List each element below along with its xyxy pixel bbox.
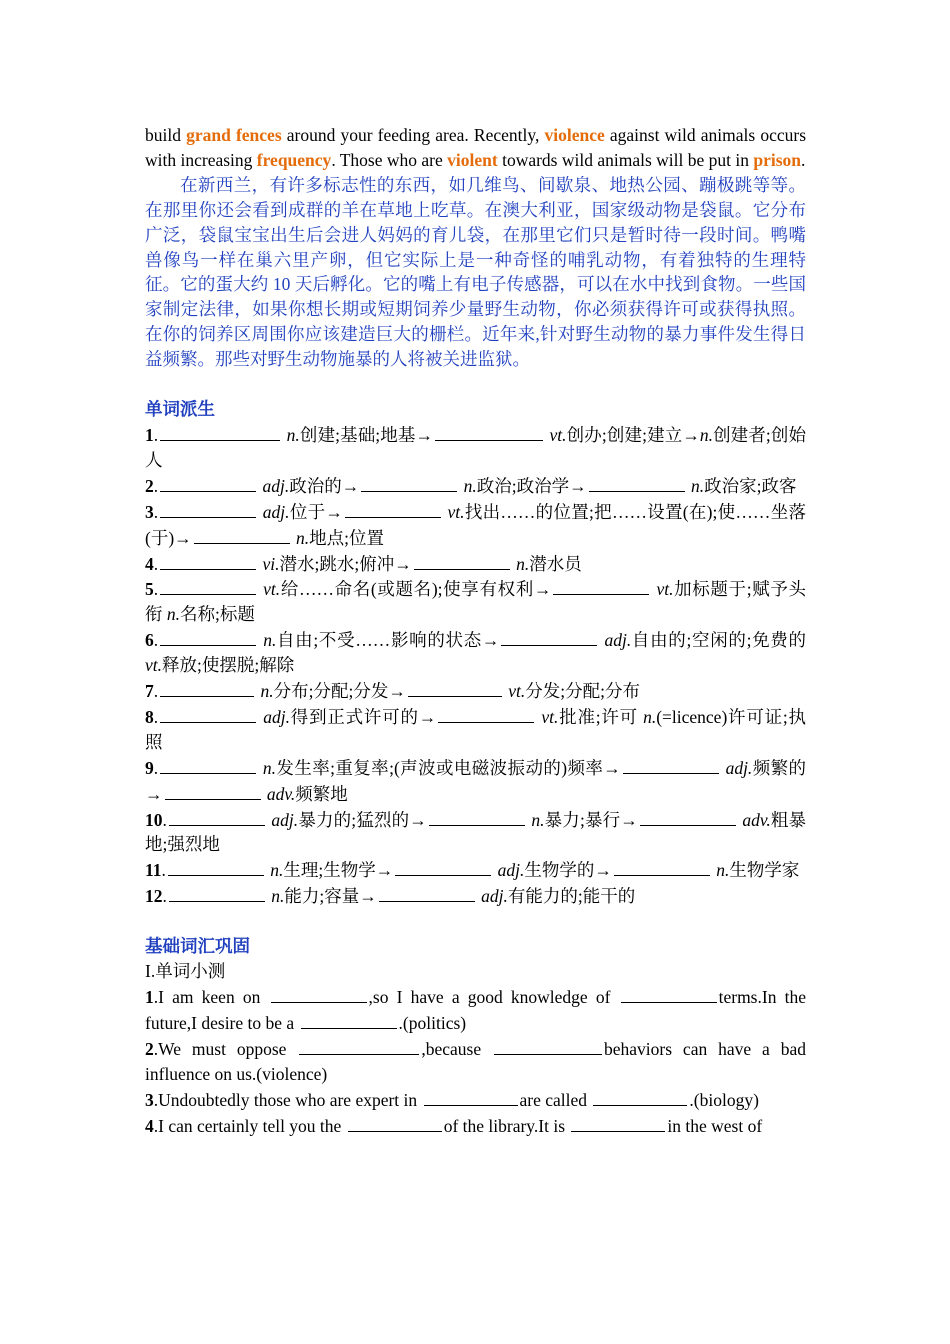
section-heading-derivation: 单词派生 [145,399,215,420]
answer-blank[interactable] [160,499,256,518]
derivation-item: 10. adj.暴力的;猛烈的→ n.暴力;暴行→ adv.粗暴地;强烈地 [145,807,806,858]
derivation-item: 11. n.生理;生物学→ adj.生物学的→ n.生物学家 [145,857,806,883]
quiz-text: of the library.It is [443,1115,570,1136]
definition: 生物学家 [729,860,800,881]
answer-blank[interactable] [589,473,685,492]
passage-text: around your feeding area. Recently, [281,125,545,145]
part-of-speech: vt. [447,501,465,522]
answer-blank[interactable] [494,1036,602,1055]
definition: 自由的;空闲的;免费的 [631,630,806,651]
definition: 位于→ [289,501,343,522]
quiz-text: Undoubtedly those who are expert in [158,1089,422,1110]
highlight-word: violence [544,125,605,145]
answer-blank[interactable] [429,807,525,826]
quiz-text: are called [519,1089,592,1110]
answer-blank[interactable] [593,1087,687,1106]
highlight-word: violent [447,149,498,170]
definition: 政治家;政客 [704,475,797,496]
answer-blank[interactable] [299,1036,419,1055]
definition: 政治;政治学→ [476,475,587,496]
derivation-item: 3. adj.位于→ vt.找出……的位置;把……设置(在);使……坐落(于)→ n.地点;位置 [145,499,806,551]
quiz-item: 1.I am keen on ,so I have a good knowledge of terms.In the future,I desire to be a .(politics) [145,984,806,1036]
quiz-item: 4.I can certainly tell you the of the library.It is in the west of [145,1113,806,1139]
answer-blank[interactable] [165,781,261,800]
definition: 生物学的→ [524,860,612,881]
item-number: 1 [145,987,154,1007]
passage-text: . [801,149,806,170]
highlight-word: prison [753,149,802,170]
item-number: 11 [145,860,162,881]
item-number: 3 [145,501,154,522]
answer-blank[interactable] [553,576,649,595]
passage-text: towards wild animals will be put in [497,149,754,170]
answer-blank[interactable] [194,525,290,544]
derivation-item: 1. n.创建;基础;地基→ vt.创办;创建;建立→n.创建者;创始人 [145,422,806,473]
answer-blank[interactable] [169,883,265,902]
definition: 创建;基础;地基→ [299,424,434,445]
definition: 有能力的;能干的 [507,886,636,907]
answer-blank[interactable] [160,576,256,595]
part-of-speech: vt. [541,706,559,727]
derivation-item: 4. vi.潜水;跳水;俯冲→ n.潜水员 [145,551,806,577]
answer-blank[interactable] [168,857,264,876]
quiz-text: I can certainly tell you the [158,1115,346,1136]
part-of-speech: n. [691,475,705,496]
part-of-speech: n. [643,706,657,727]
part-of-speech: adj. [271,809,299,830]
answer-blank[interactable] [395,857,491,876]
definition: 潜水员 [529,553,582,574]
derivation-item: 2. adj.政治的→ n.政治;政治学→ n.政治家;政客 [145,473,806,499]
item-number: 10 [145,809,163,830]
definition: 批准;许可 [558,706,644,727]
definition: 生理;生物学→ [283,860,394,881]
derivation-item: 5. vt.给……命名(或题名);使享有权利→ vt.加标题于;赋予头衔 n.名称;标题 [145,576,806,627]
part-of-speech: vt. [549,424,567,445]
definition: 频繁地 [295,783,348,804]
definition: 自由;不受……影响的状态→ [276,630,500,651]
highlight-word: frequency [256,149,332,170]
definition: 给……命名(或题名);使享有权利→ [280,579,552,600]
part-of-speech: n. [270,860,284,881]
part-of-speech: n. [699,424,713,445]
quiz-item: 2.We must oppose ,because behaviors can have a bad influence on us.(violence) [145,1036,806,1087]
definition: (=licence)许可证;执照 [145,706,807,752]
answer-blank[interactable] [361,473,457,492]
part-of-speech: n. [296,527,310,548]
quiz-text: ,because [421,1038,492,1059]
definition: 暴力;暴行→ [544,809,638,830]
definition: 创建者;创始人 [145,424,807,470]
part-of-speech: adv. [742,809,771,830]
english-passage-end [145,123,806,173]
item-number: 8 [145,706,154,727]
answer-blank[interactable] [271,984,367,1003]
definition: 得到正式许可的→ [290,706,437,727]
part-of-speech: n. [531,809,545,830]
item-number: 2 [145,475,154,496]
derivation-item: 9. n.发生率;重复率;(声波或电磁波振动的)频率→ adj.频繁的→ adv.频繁地 [145,755,806,807]
item-number: 9 [145,757,154,778]
definition: 名称;标题 [180,604,255,625]
answer-blank[interactable] [301,1010,397,1029]
section-heading-vocab: 基础词汇巩固 [145,936,250,957]
answer-blank[interactable] [160,678,254,697]
answer-blank[interactable] [160,473,256,492]
passage-text: . Those who are [331,149,448,170]
part-of-speech: n. [286,424,300,445]
part-of-speech: adv. [266,783,296,804]
definition: 政治的→ [289,475,360,496]
answer-blank[interactable] [621,984,717,1003]
derivation-item: 12. n.能力;容量→ adj.有能力的;能干的 [145,883,806,909]
answer-blank[interactable] [160,755,256,774]
definition: 加标题于;赋予头衔 [145,579,806,625]
item-number: 1 [145,424,154,445]
answer-blank[interactable] [623,755,719,774]
part-of-speech: n. [263,630,277,651]
answer-blank[interactable] [379,883,475,902]
definition: 创办;创建;建立→ [566,424,700,445]
item-number: 4 [145,1115,154,1136]
part-of-speech: vt. [263,579,281,600]
part-of-speech: vt. [508,681,526,702]
answer-blank[interactable] [348,1113,442,1132]
answer-blank[interactable] [614,857,710,876]
definition: 发生率;重复率;(声波或电磁波振动的)频率→ [276,757,621,778]
quiz-text: We must oppose [158,1038,298,1059]
part-of-speech: adj. [481,886,508,907]
definition: 潜水;跳水;俯冲→ [279,553,412,574]
part-of-speech: n. [516,553,530,574]
item-number: 12 [145,886,163,907]
quiz-text: I am keen on [158,987,269,1007]
answer-blank[interactable] [501,627,597,646]
item-number: 2 [145,1038,154,1059]
passage-text: against wild animals occurs with increasing [145,125,807,170]
answer-blank[interactable] [571,1113,665,1132]
quiz-text: in the west of [667,1115,763,1136]
part-of-speech: n. [716,860,730,881]
part-of-speech: vt. [656,579,674,600]
passage-text: build [145,125,187,145]
subsection-heading: I.单词小测 [145,961,226,982]
quiz-text: .(politics) [398,1012,467,1033]
definition: 粗暴地;强烈地 [145,809,807,855]
part-of-speech: vt. [145,655,163,676]
item-number: 7 [145,681,154,702]
part-of-speech: adj. [262,475,290,496]
definition: 频繁的→ [145,757,807,804]
answer-blank[interactable] [424,1087,518,1106]
answer-blank[interactable] [345,499,441,518]
definition: 找出……的位置;把……设置(在);使……坐落(于)→ [145,501,806,548]
part-of-speech: adj. [263,706,291,727]
answer-blank[interactable] [160,704,256,723]
answer-blank[interactable] [169,807,265,826]
item-number: 3 [145,1089,154,1110]
definition: 分布;分配;分发→ [273,681,406,702]
quiz-text: ,so I have a good knowledge of [368,987,619,1007]
quiz-text: behaviors can have a bad influence on us.(violence) [145,1038,806,1084]
quiz-text: .(biology) [689,1089,759,1110]
quiz-item: 3.Undoubtedly those who are expert in are called .(biology) [145,1087,806,1113]
part-of-speech: adj. [497,860,525,881]
answer-blank[interactable] [414,551,510,570]
document-page [145,123,806,1138]
definition: 能力;容量→ [284,886,377,907]
definition: 分发;分配;分布 [525,681,640,702]
part-of-speech: adj. [262,501,290,522]
part-of-speech: n. [271,886,285,907]
quiz-text: terms.In the future,I desire to be a [145,987,806,1033]
part-of-speech: adj. [725,757,753,778]
item-number: 5 [145,579,154,600]
part-of-speech: n. [262,757,277,778]
answer-blank[interactable] [435,422,543,441]
definition: 地点;位置 [309,527,385,548]
part-of-speech: n. [166,604,180,625]
part-of-speech: vi. [262,553,280,574]
item-number: 6 [145,630,154,651]
answer-blank[interactable] [160,551,256,570]
highlight-word: grand fences [186,125,282,145]
derivation-item: 7. n.分布;分配;分发→ vt.分发;分配;分布 [145,678,806,704]
item-number: 4 [145,553,154,574]
derivation-item: 8. adj.得到正式许可的→ vt.批准;许可 n.(=licence)许可证;执照 [145,704,806,755]
definition: 释放;使摆脱;解除 [162,655,295,676]
part-of-speech: n. [463,475,477,496]
chinese-translation: 在新西兰，有许多标志性的东西，如几维鸟、间歇泉、地热公园、蹦极跳等等。在那里你还会看到成群的羊在草地上吃草。在澳大利亚，国家级动物是袋鼠。它分布广泛，袋鼠宝宝出生后会进人妈妈的育儿袋，在那里它们只是暂时待一段时间。鸭嘴兽像鸟一样在巢六里产卵，但它实际上是一种奇怪的哺乳动物，有着独特的生理特征。它的蛋大约 10 天后孵化。它的嘴上有电子传感器，可以在水中找到食物。一些国家制定法律，如果你想长期或短期饲养少量野生动物，你必须获得许可或获得执照。在你的饲养区周围你应该建造巨大的栅栏。近年来,针对野生动物的暴力事件发生得日益频繁。那些对野生动物施暴的人将被关进监狱。 [145,174,806,370]
derivation-item: 6. n.自由;不受……影响的状态→ adj.自由的;空闲的;免费的 vt.释放;使摆脱;解除 [145,627,806,678]
definition: 暴力的;猛烈的→ [298,809,427,830]
answer-blank[interactable] [640,807,736,826]
answer-blank[interactable] [160,627,256,646]
answer-blank[interactable] [408,678,502,697]
answer-blank[interactable] [438,704,534,723]
part-of-speech: n. [260,681,274,702]
answer-blank[interactable] [160,422,280,441]
part-of-speech: adj. [604,630,632,651]
